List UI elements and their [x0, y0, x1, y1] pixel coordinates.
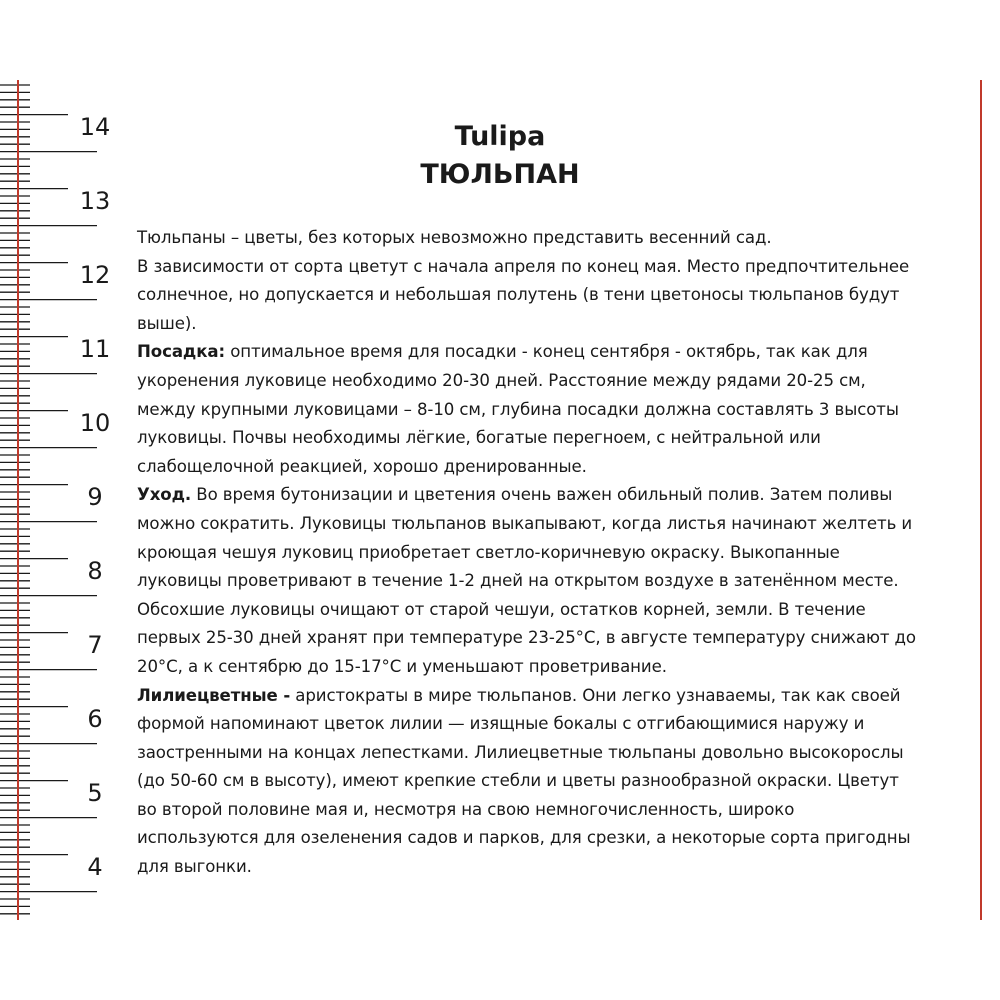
text-line: аристократы в мире тюльпанов. Они легко узнаваемы, так как своей — [290, 685, 901, 705]
ruler-number: 7 — [87, 631, 103, 659]
russian-title: ТЮЛЬПАН — [420, 159, 580, 190]
text-line: формой напоминают цветок лилии — изящные бокалы с отгибающимися наружу и — [137, 714, 865, 734]
text-line: 20°С, а к сентябрю до 15-17°С и уменьшают проветривание. — [137, 656, 667, 676]
lily-label: Лилиецветные - — [137, 685, 291, 705]
text-line: для выгонки. — [137, 857, 252, 877]
text-line: используются для озеленения садов и парков, для срезки, а некоторые сорта пригодны — [137, 828, 911, 848]
text-line: кроющая чешуя луковиц приобретает светло-коричневую окраску. Выкопанные — [137, 542, 840, 562]
ruler-number: 14 — [79, 113, 111, 141]
text-line: оптимальное время для посадки - конец сентября - октябрь, так как для — [225, 342, 868, 362]
text-line: заостренными на концах лепестками. Лилиецветные тюльпаны довольно высокорослы — [137, 742, 904, 762]
lily-section-first-line — [137, 682, 949, 711]
text-line: первых 25-30 дней хранят при температуре 23-25°С, в августе температуру снижают до — [137, 628, 916, 648]
text-line: луковицы проветривают в течение 1-2 дней на открытом воздухе в затенённом месте. — [137, 571, 899, 591]
ruler-number: 12 — [79, 261, 111, 289]
ruler-number: 11 — [79, 335, 111, 363]
planting-label: Посадка: — [137, 342, 226, 362]
text-line: солнечное, но допускается и небольшая полутень (в тени цветоносы тюльпанов будут — [137, 285, 900, 305]
ruler-number: 13 — [79, 187, 111, 215]
title-block — [130, 118, 870, 194]
planting-section-first-line — [137, 338, 949, 367]
left-edge-line — [17, 80, 19, 920]
description-text — [137, 224, 949, 882]
care-section-first-line — [137, 481, 949, 510]
text-line: Во время бутонизации и цветения очень важен обильный полив. Затем поливы — [191, 485, 893, 505]
text-line: между крупными луковицами – 8-10 см, глубина посадки должна составлять 3 высоты — [137, 399, 899, 419]
text-line: (до 50-60 см в высоту), имеют крепкие стебли и цветы разнообразной окраски. Цветут — [137, 771, 899, 791]
text-line: В зависимости от сорта цветут с начала апреля по конец мая. Место предпочтительнее — [137, 256, 910, 276]
text-line: можно сократить. Луковицы тюльпанов выкапывают, когда листья начинают желтеть и — [137, 513, 913, 533]
ruler-number: 8 — [87, 557, 103, 585]
text-line: Тюльпаны – цветы, без которых невозможно представить весенний сад. — [137, 228, 772, 247]
text-line: слабощелочной реакцией, хорошо дренированные. — [137, 456, 587, 476]
ruler-number: 10 — [79, 409, 111, 437]
ruler-number: 5 — [87, 779, 103, 807]
text-line: Обсохшие луковицы очищают от старой чешуи, остатков корней, земли. В течение — [137, 599, 866, 619]
ruler-number: 6 — [87, 705, 103, 733]
text-line: во второй половине мая и, несмотря на свою немногочисленность, широко — [137, 799, 795, 819]
text-line: выше). — [137, 313, 197, 333]
text-line: укоренения луковице необходимо 20-30 дней. Расстояние между рядами 20-25 см, — [137, 370, 866, 390]
right-edge-line — [980, 80, 982, 920]
text-line: луковицы. Почвы необходимы лёгкие, богатые перегноем, с нейтральной или — [137, 428, 821, 448]
latin-title: Tulipa — [454, 121, 546, 152]
ruler-number: 4 — [87, 853, 103, 881]
care-label: Уход. — [137, 485, 192, 505]
ruler-number: 9 — [87, 483, 103, 511]
